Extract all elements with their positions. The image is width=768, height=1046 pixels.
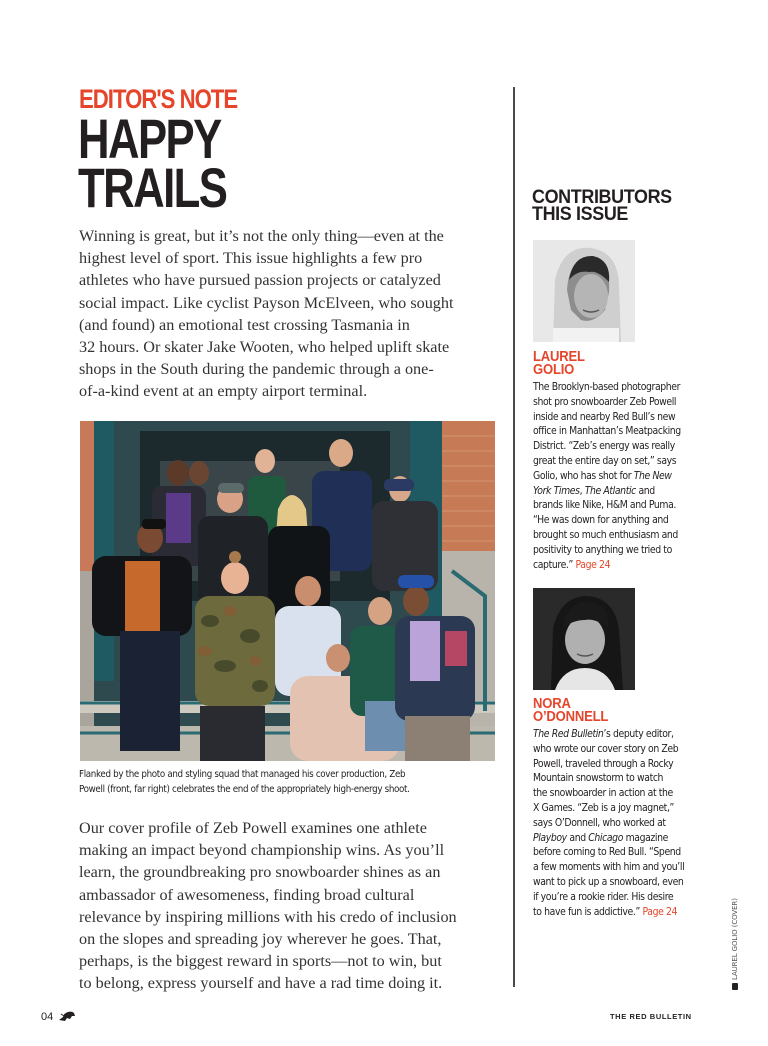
text-line: of-a-kind event at an empty airport terminal. — [79, 382, 368, 401]
contributor-portrait — [533, 588, 635, 690]
bio-line — [533, 484, 700, 499]
page-reference-link[interactable]: Page 24 — [642, 905, 678, 918]
bio-text: who wrote our cover story on Zeb — [533, 742, 679, 755]
bio-text: Powell, traveled through a Rocky — [533, 757, 674, 770]
lede-paragraph — [79, 225, 474, 403]
bio-text: ’s deputy editor, — [603, 728, 674, 740]
bio-text: “He was down for anything and — [533, 514, 669, 527]
headline-line: HAPPY — [78, 107, 221, 170]
text-line: relevance by inspiring millions with his credo of inclusion — [79, 907, 457, 926]
bio-line — [533, 786, 700, 801]
text-line: highest level of sport. This issue highlights a few pro — [79, 249, 423, 268]
bio-line — [533, 860, 700, 875]
bio-text: want to pick up a snowboard, even — [533, 875, 684, 888]
contributor-name — [533, 351, 585, 377]
text-line: ambassador of awesomeness, finding broad cultural — [79, 885, 415, 904]
bio-line — [533, 395, 700, 410]
contributor-name-line: NORA — [533, 696, 571, 712]
bio-text: the snowboarder in action at the — [533, 787, 673, 800]
page-reference-link[interactable]: Page 24 — [575, 558, 611, 571]
text-line: making an impact beyond championship wins. As you’ll — [79, 841, 445, 860]
bio-line — [533, 439, 700, 454]
body-paragraph — [79, 817, 479, 995]
photo-credit — [731, 898, 739, 990]
bio-line — [533, 558, 700, 573]
sidebar-title-line: CONTRIBUTORS — [532, 186, 672, 208]
bio-text: positivity to anything we tried to — [533, 543, 672, 556]
bio-text: District. “Zeb’s energy was really — [533, 440, 675, 453]
contributor-portrait — [533, 240, 635, 342]
bio-text: and — [635, 484, 655, 497]
bio-line — [533, 469, 700, 484]
bio-line — [533, 742, 700, 757]
bio-text: brought so much enthusiasm and — [533, 528, 678, 541]
headline-line: TRAILS — [78, 156, 227, 219]
text-line: learn, the groundbreaking pro snowboarder shines as an — [79, 863, 441, 882]
publication-brand: THE RED BULLETIN — [610, 1012, 692, 1021]
text-line: shops in the South during the pandemic through a one- — [79, 360, 434, 379]
bio-line — [533, 816, 700, 831]
bio-line — [533, 380, 700, 395]
contributor-name-line: GOLIO — [533, 362, 575, 378]
italic-title: York Times — [533, 484, 580, 497]
bio-text: if you’re a rookie rider. His desire — [533, 890, 674, 903]
photo-credit-text: LAUREL GOLIO (COVER) — [731, 898, 739, 980]
text-line: athletes who have pursued passion projects or catalyzed — [79, 271, 441, 290]
bio-text: Golio, who has shot for — [533, 469, 634, 482]
bio-line — [533, 771, 700, 786]
bio-text: office in Manhattan’s Meatpacking — [533, 425, 681, 438]
bio-line — [533, 528, 700, 543]
page-number: 04 — [41, 1011, 54, 1023]
bio-text: before coming to Red Bull. “Spend — [533, 846, 681, 859]
page-folio — [41, 1010, 76, 1025]
bio-text: a few moments with him and you’ll — [533, 861, 685, 874]
bio-text: X Games. “Zeb is a joy magnet,” — [533, 801, 674, 814]
caption-line: Flanked by the photo and styling squad that managed his cover production, Zeb — [79, 769, 406, 780]
bio-text: magazine — [623, 831, 668, 844]
contributor-name — [533, 698, 608, 724]
bio-text: Mountain snowstorm to watch — [533, 772, 664, 785]
bio-line — [533, 543, 700, 558]
text-line: on the slopes and spreading joy wherever he goes. That, — [79, 930, 442, 949]
bio-line — [533, 410, 700, 425]
page-title — [78, 107, 227, 219]
bio-line — [533, 498, 700, 513]
italic-title: The Atlantic — [584, 484, 636, 497]
bio-text: to have fun is addictive.” — [533, 905, 643, 918]
bio-line — [533, 757, 700, 772]
column-divider — [513, 87, 515, 987]
text-line: social impact. Like cyclist Payson McElveen, who sought — [79, 293, 454, 312]
bio-line — [533, 454, 700, 469]
text-line: (and found) an emotional test crossing Tasmania in — [79, 315, 410, 334]
bio-text: inside and nearby Red Bull’s new — [533, 410, 676, 423]
text-line: Our cover profile of Zeb Powell examines one athlete — [79, 819, 427, 837]
bio-text: great the entire day on set,” says — [533, 454, 677, 467]
contributor-name-line: LAUREL — [533, 349, 585, 365]
bio-line — [533, 727, 700, 742]
bio-line — [533, 801, 700, 816]
camera-icon — [732, 983, 738, 990]
italic-title: The Red Bulletin — [533, 728, 604, 740]
bio-line — [533, 831, 700, 846]
group-photo — [80, 421, 495, 761]
photo-caption — [79, 767, 465, 797]
bio-line — [533, 845, 700, 860]
bio-text: says O’Donnell, who worked at — [533, 816, 666, 829]
bio-line — [533, 890, 700, 905]
bio-line — [533, 513, 700, 528]
bio-line — [533, 875, 700, 890]
bio-text: shot pro snowboarder Zeb Powell — [533, 395, 677, 408]
contributor-bio — [533, 727, 700, 919]
italic-title: Playboy — [533, 831, 567, 844]
bio-text: The Brooklyn-based photographer — [533, 381, 681, 393]
italic-title: The New — [633, 469, 672, 482]
bio-text: and — [566, 831, 589, 844]
bio-line — [533, 905, 700, 920]
italic-title: Chicago — [588, 831, 624, 844]
caption-line: Powell (front, far right) celebrates the end of the appropriately high-energy shoot. — [79, 784, 410, 795]
text-line: to belong, express yourself and have a rad time doing it. — [79, 974, 443, 993]
section-kicker: EDITOR'S NOTE — [79, 84, 238, 114]
bio-text: brands like Nike, H&M and Puma. — [533, 499, 676, 512]
bio-line — [533, 424, 700, 439]
contributor-bio — [533, 380, 700, 572]
bio-text: , — [579, 484, 585, 497]
sidebar-title — [532, 186, 672, 225]
text-line: Winning is great, but it’s not the only thing—even at the — [79, 227, 444, 245]
sidebar-title-line: THIS ISSUE — [532, 203, 629, 225]
bio-text: capture.” — [533, 558, 576, 571]
text-line: 32 hours. Or skater Jake Wooten, who helped uplift skate — [79, 338, 450, 357]
text-line: perhaps, is the biggest reward in sports—not to win, but — [79, 952, 442, 971]
contributor-name-line: O’DONNELL — [533, 709, 609, 725]
bull-logo-icon — [58, 1010, 76, 1025]
